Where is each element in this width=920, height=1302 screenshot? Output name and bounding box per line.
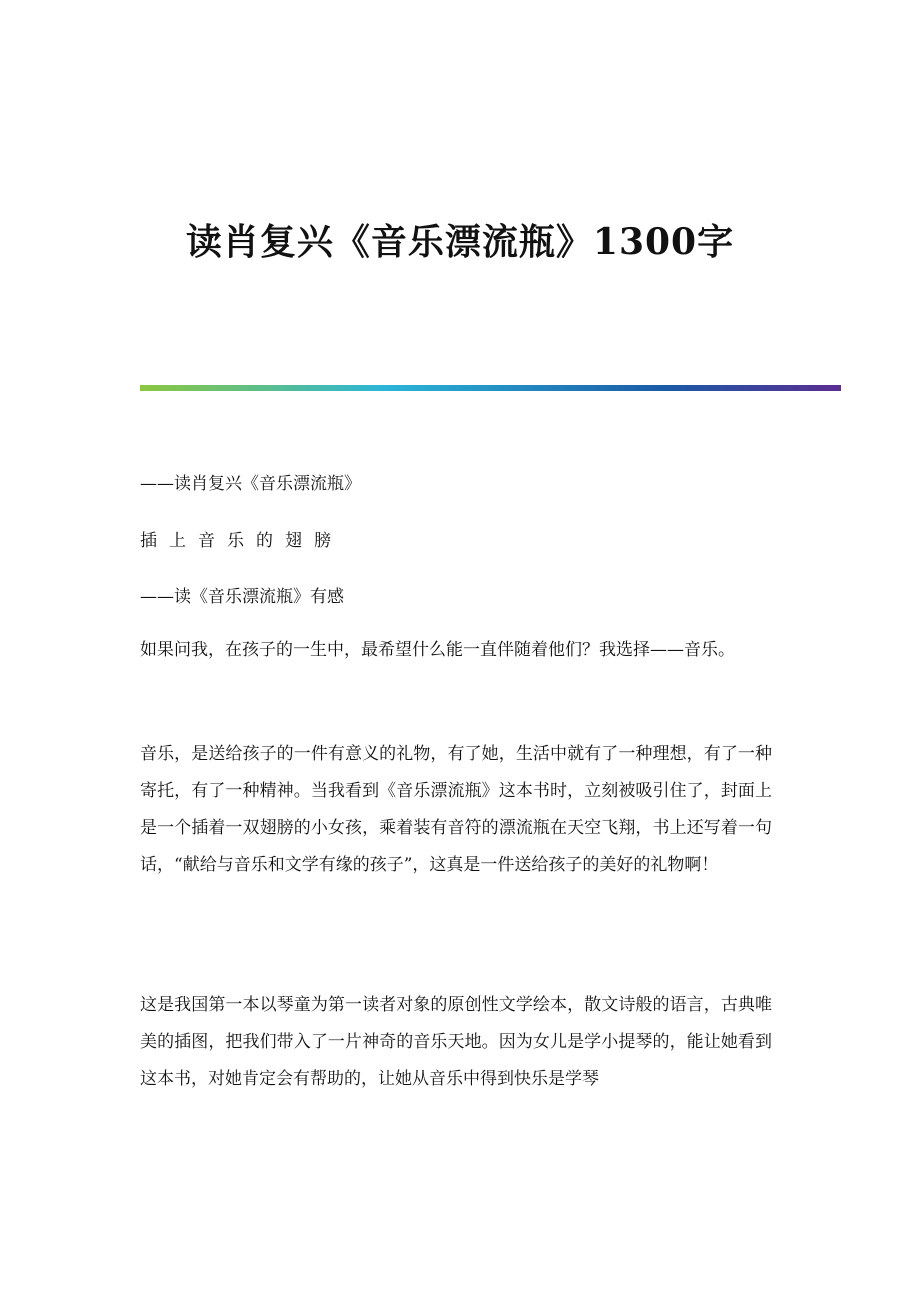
document-title: 读肖复兴《音乐漂流瓶》1300字: [185, 221, 735, 263]
paragraph-1: 如果问我，在孩子的一生中，最希望什么能一直伴随着他们？我选择——音乐。: [140, 640, 735, 660]
paragraph-3: 这是我国第一本以琴童为第一读者对象的原创性文学绘本，散文诗般的语言，古典唯美的插图，把我们带入了一片神奇的音乐天地。因为女儿是学小提琴的，能让她看到这本书，对她肯定会有帮助的，让她从音乐中得到快乐是学琴: [140, 995, 772, 1089]
section-heading: 插上音乐的翅膀: [140, 531, 343, 551]
paragraph-2: 音乐，是送给孩子的一件有意义的礼物，有了她，生活中就有了一种理想，有了一种寄托，有了一种精神。当我看到《音乐漂流瓶》这本书时，立刻被吸引住了，封面上是一个插着一双翅膀的小女孩，乘着装有音符的漂流瓶在天空飞翔，书上还写着一句话，“献给与音乐和文学有缘的孩子”，这真是一件送给孩子的美好的礼物啊！: [140, 744, 772, 875]
subtitle-line-2: ——读《音乐漂流瓶》有感: [140, 587, 344, 607]
subtitle-line-1: ——读肖复兴《音乐漂流瓶》: [140, 474, 361, 494]
gradient-divider: [140, 385, 841, 391]
